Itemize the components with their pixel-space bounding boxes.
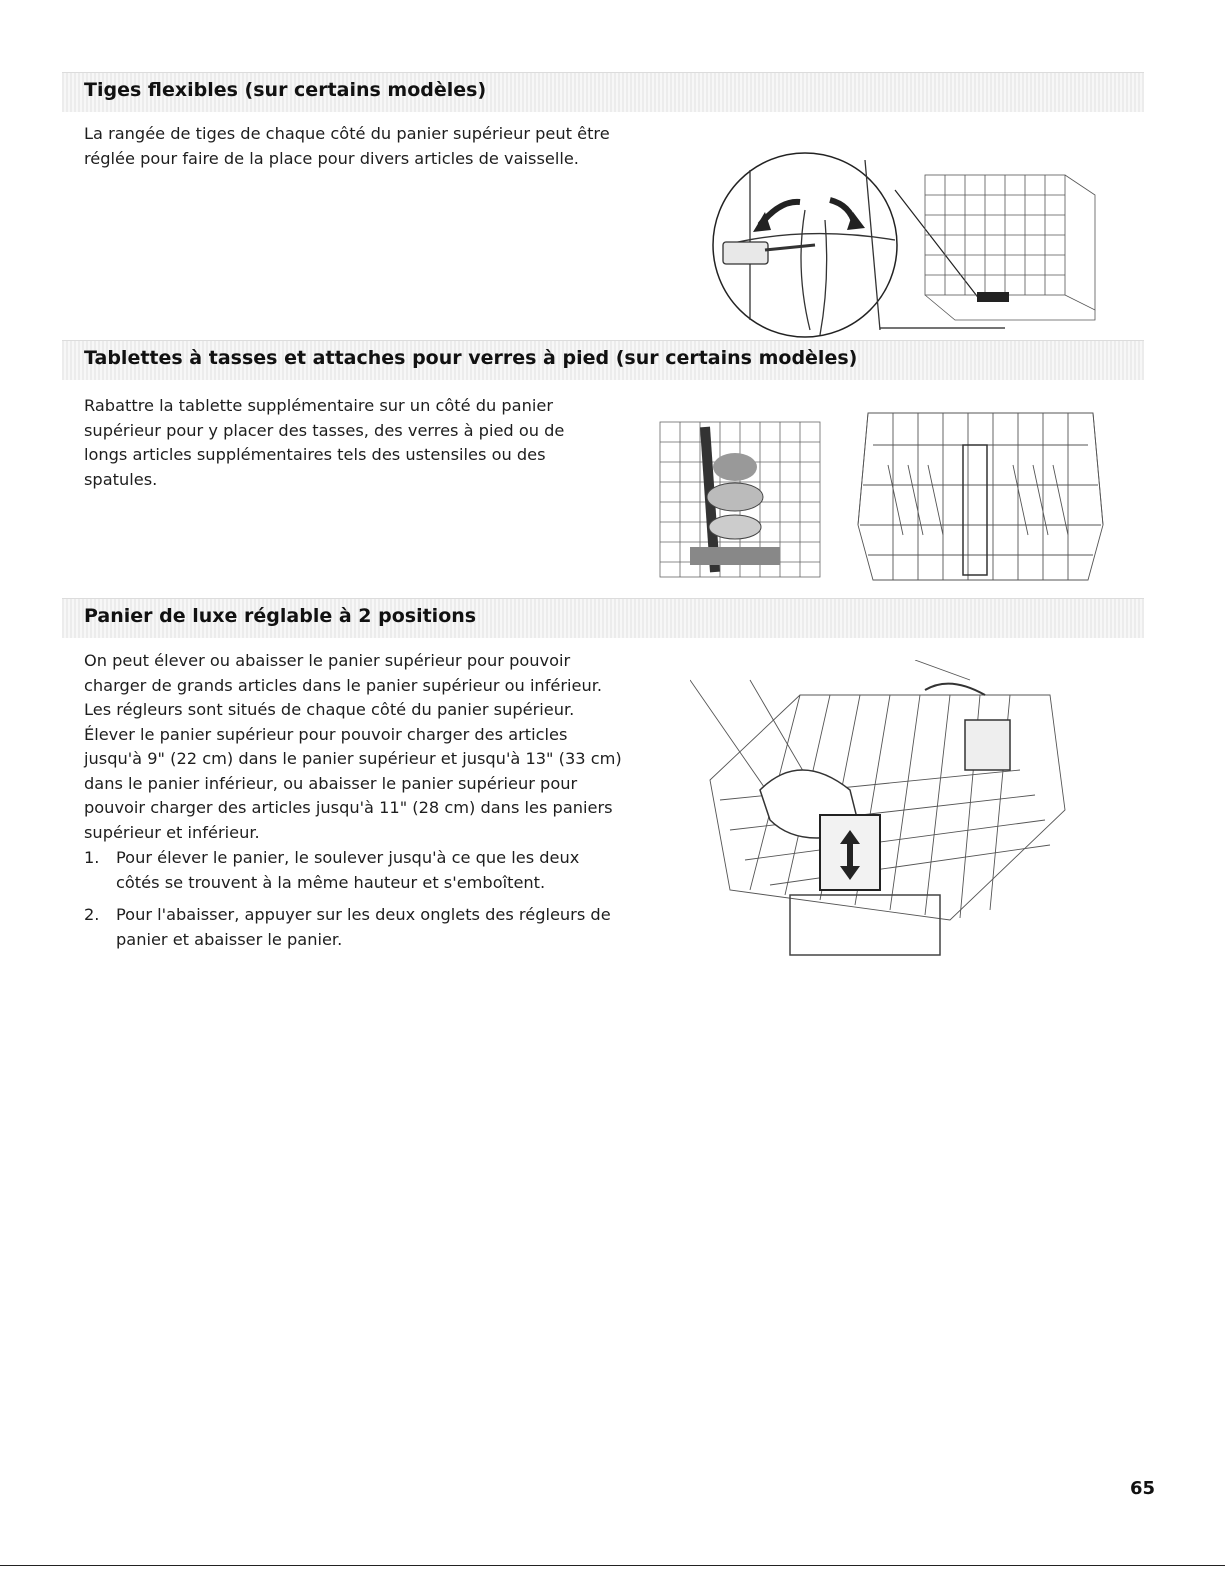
rack-adjuster-illustration xyxy=(690,660,1075,970)
instruction-steps xyxy=(84,846,624,960)
list-item xyxy=(84,846,624,895)
page-number: 65 xyxy=(1129,1478,1155,1499)
footer-divider xyxy=(0,1565,1225,1566)
cup-shelf-illustration xyxy=(650,412,832,584)
section-header-flexible-tines xyxy=(62,72,1144,112)
step-number: 1. xyxy=(84,848,100,867)
flexible-tines-illustration xyxy=(705,150,1105,340)
list-item xyxy=(84,903,624,952)
step-number: 2. xyxy=(84,905,100,924)
step-text: Pour élever le panier, le soulever jusqu'à ce que les deux côtés se trouvent à la même hauteur et s'emboîtent. xyxy=(116,848,580,892)
section-body: La rangée de tiges de chaque côté du panier supérieur peut être réglée pour faire de la place pour divers articles de vaisselle. xyxy=(84,124,610,168)
section-body: On peut élever ou abaisser le panier supérieur pour pouvoir charger de grands articles dans le panier supérieur ou inférieur. Les régleurs sont situés de chaque côté du panier supérieur. Élever le panier supérieur pour pouvoir charger des articles jusqu'à 9" (22 cm) dans le panier supérieur et jusqu'à 13" (33 cm) dans le panier inférieur, ou abaisser le panier supérieur pour pouvoir charger des articles jusqu'à 11" (28 cm) dans les paniers supérieur et inférieur. xyxy=(84,651,622,842)
section-header-adjustable-rack xyxy=(62,598,1144,638)
section-header-cup-shelves xyxy=(62,340,1144,380)
section-title: Tiges flexibles (sur certains modèles) xyxy=(84,79,487,101)
upper-rack-illustration xyxy=(848,405,1110,590)
section-title: Panier de luxe réglable à 2 positions xyxy=(84,605,477,627)
step-text: Pour l'abaisser, appuyer sur les deux onglets des régleurs de panier et abaisser le panier. xyxy=(116,905,611,949)
section-title: Tablettes à tasses et attaches pour verres à pied (sur certains modèles) xyxy=(84,347,858,369)
section-body: Rabattre la tablette supplémentaire sur un côté du panier supérieur pour y placer des tasses, des verres à pied ou de longs articles supplémentaires tels des ustensiles ou des spatules. xyxy=(84,396,565,489)
